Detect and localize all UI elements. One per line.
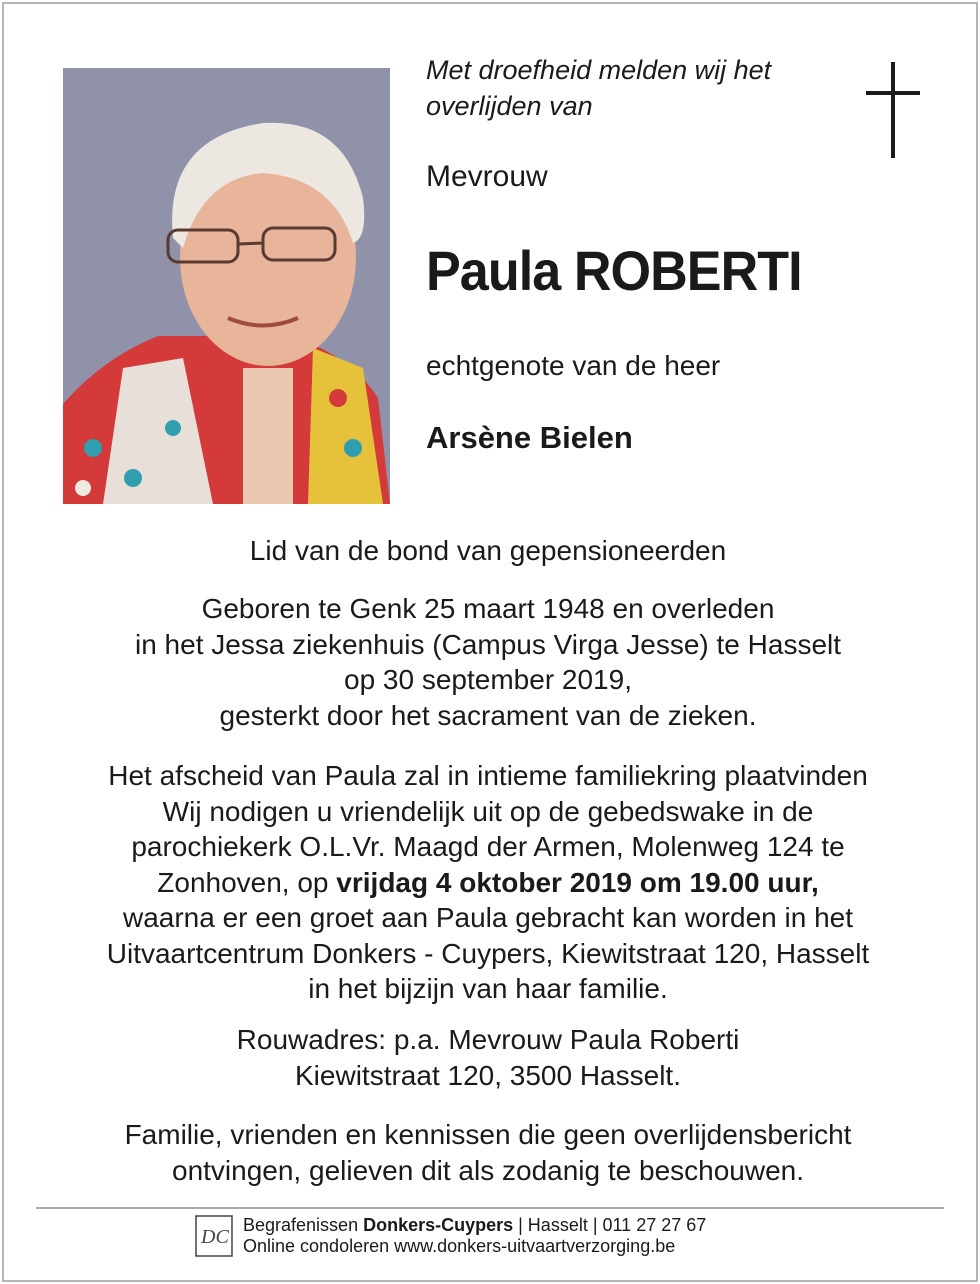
funeral-home-logo-icon — [195, 1215, 233, 1257]
closing-line: Familie, vrienden en kennissen die geen overlijdensbericht — [124, 1119, 852, 1150]
company-name: Donkers-Cuypers — [363, 1215, 514, 1235]
cross-icon — [864, 62, 924, 162]
wake-date-time: vrijdag 4 oktober 2019 om 19.00 uur, — [336, 866, 819, 898]
logo-monogram: DC — [201, 1226, 229, 1248]
birth-death-paragraph — [20, 591, 956, 733]
spouse-label: echtgenote van de heer — [426, 350, 721, 381]
farewell-line: Wij nodigen u vriendelijk uit op de gebedswake in de — [162, 795, 814, 827]
address-line: Kiewitstraat 120, 3500 Hasselt. — [295, 1059, 681, 1091]
farewell-line: waarna er een groet aan Paula gebracht kan worden in het — [122, 902, 854, 933]
address-paragraph — [20, 1022, 956, 1093]
farewell-line: Uitvaartcentrum Donkers - Cuypers, Kiewitstraat 120, Hasselt — [106, 937, 870, 969]
footer-text — [243, 1215, 803, 1257]
farewell-paragraph — [20, 758, 956, 1007]
address-line: Rouwadres: p.a. Mevrouw Paula Roberti — [236, 1024, 740, 1055]
spouse-name: Arsène Bielen — [426, 420, 633, 455]
farewell-line: Zonhoven, op — [157, 866, 337, 898]
portrait-photo — [63, 68, 390, 504]
farewell-line: parochiekerk O.L.Vr. Maagd der Armen, Molenweg 124 te — [131, 831, 845, 862]
city-phone: | Hasselt | 011 27 27 67 — [513, 1215, 707, 1235]
footer-divider — [36, 1207, 944, 1209]
honorific: Mevrouw — [426, 160, 548, 193]
online-condolence-link[interactable]: Online condoleren www.donkers-uitvaartverzorging.be — [243, 1236, 676, 1256]
footer-prefix: Begrafenissen — [243, 1215, 364, 1235]
birth-death-line: in het Jessa ziekenhuis (Campus Virga Jesse) te Hasselt — [134, 628, 842, 660]
membership-line: Lid van de bond van gepensioneerden — [249, 535, 727, 566]
birth-death-line: op 30 september 2019, — [344, 664, 632, 695]
birth-death-line: gesterkt door het sacrament van de zieken. — [219, 699, 757, 731]
birth-death-line: Geboren te Genk 25 maart 1948 en overleden — [201, 593, 775, 624]
deceased-name: Paula ROBERTI — [426, 239, 802, 302]
intro-text: Met droefheid melden wij het overlijden van — [426, 55, 772, 121]
closing-line: ontvingen, gelieven dit als zodanig te beschouwen. — [172, 1154, 804, 1186]
farewell-line: in het bijzijn van haar familie. — [308, 973, 668, 1004]
portrait-illustration — [63, 68, 390, 504]
closing-paragraph — [20, 1117, 956, 1188]
farewell-line: Het afscheid van Paula zal in intieme familiekring plaatvinden — [108, 760, 868, 791]
